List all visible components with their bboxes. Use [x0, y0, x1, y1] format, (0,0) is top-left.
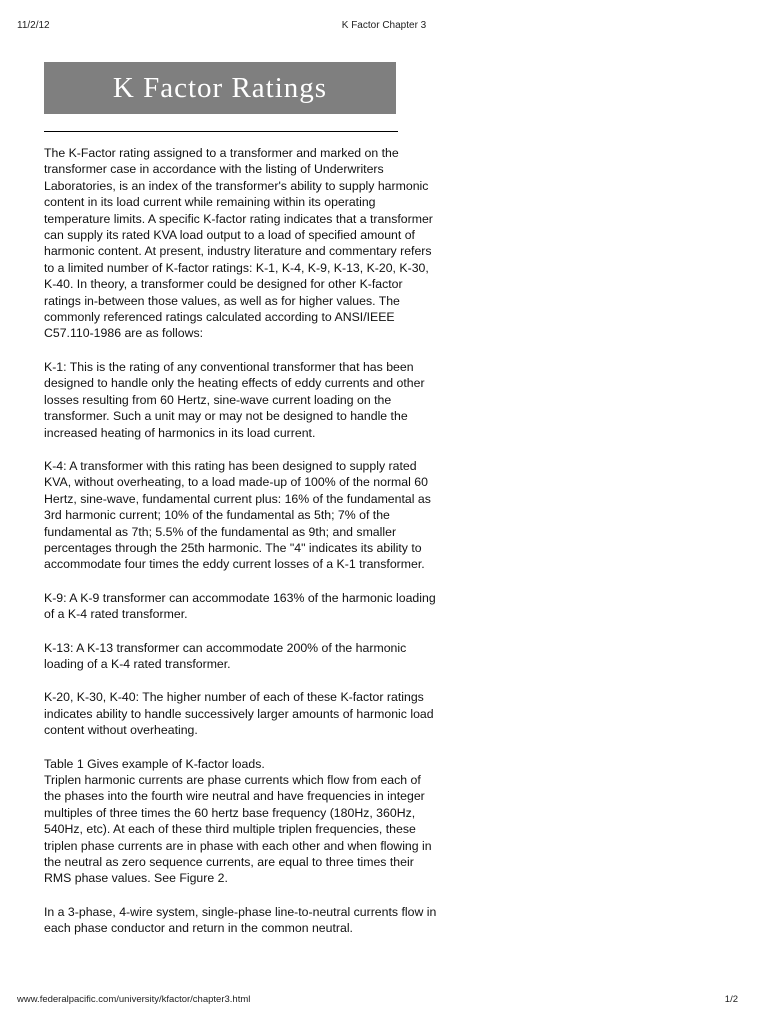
final-paragraph: In a 3-phase, 4-wire system, single-phase line-to-neutral currents flow in each phase conductor and return in the common neutral. [44, 904, 437, 936]
k13-paragraph: K-13: A K-13 transformer can accommodate 200% of the harmonic loading of a K-4 rated transformer. [44, 640, 407, 671]
intro-paragraph: The K-Factor rating assigned to a transformer and marked on the transformer case in accordance with the listing of Underwriters Laboratories, is an index of the transformer's ability to supply harmonic content in its load current while remaining within its operating temperature limits. A specific K-factor rating indicates that a transformer can supply its rated KVA load output to a load of specified amount of harmonic content. At present, industry literature and commentary refers to a limited number of K-factor ratings: K-1, K-4, K-9, K-13, K-20, K-30, K-40. In theory, a transformer could be designed for other K-factor ratings in-between those values, as well as for higher values. The commonly referenced ratings calculated according to ANSI/IEEE C57.110-1986 are as follows: [44, 146, 433, 341]
article-body [44, 145, 439, 954]
k4-paragraph: K-4: A transformer with this rating has been designed to supply rated KVA, without overheating, to a load made-up of 100% of the normal 60 Hertz, sine-wave, fundamental current plus: 16% of the fundamental as 3rd harmonic current; 10% of the fundamental as 5th; 7% of the fundamental as 7th; 5.5% of the fundamental as 9th; and smaller percentages through the 25th harmonic. The "4" indicates its ability to accommodate four times the eddy current losses of a K-1 transformer. [44, 458, 431, 572]
banner-title: K Factor Ratings [112, 71, 328, 104]
k9-paragraph: K-9: A K-9 transformer can accommodate 163% of the harmonic loading of a K-4 rated transformer. [44, 590, 436, 622]
footer-page-number: 1/2 [724, 994, 738, 1005]
horizontal-rule [44, 131, 398, 132]
triplen-paragraph: Triplen harmonic currents are phase currents which flow from each of the phases into the fourth wire neutral and have frequencies in integer multiples of three times the 60 hertz base frequency (180Hz, 360Hz, 540Hz, etc). At each of these third multiple triplen frequencies, these triplen phase currents are in phase with each other and when flowing in the neutral as zero sequence currents, are equal to three times their RMS phase values. See Figure 2. [44, 773, 432, 886]
footer-url[interactable]: www.federalpacific.com/university/kfactor/chapter3.html [17, 994, 251, 1005]
page-header-date: 11/2/12 [17, 20, 50, 31]
k1-paragraph: K-1: This is the rating of any conventional transformer that has been designed to handle only the heating effects of eddy currents and other losses resulting from 60 Hertz, sine-wave current loading on the transformer. Such a unit may or may not be designed to handle the increased heating of harmonics in its load current. [44, 359, 425, 440]
page-header-title: K Factor Chapter 3 [341, 20, 427, 31]
table-note: Table 1 Gives example of K-factor loads. [44, 756, 265, 771]
title-banner [44, 62, 396, 114]
k20-k30-k40-paragraph: K-20, K-30, K-40: The higher number of each of these K-factor ratings indicates ability to handle successively larger amounts of harmonic load content without overheating. [44, 690, 434, 738]
